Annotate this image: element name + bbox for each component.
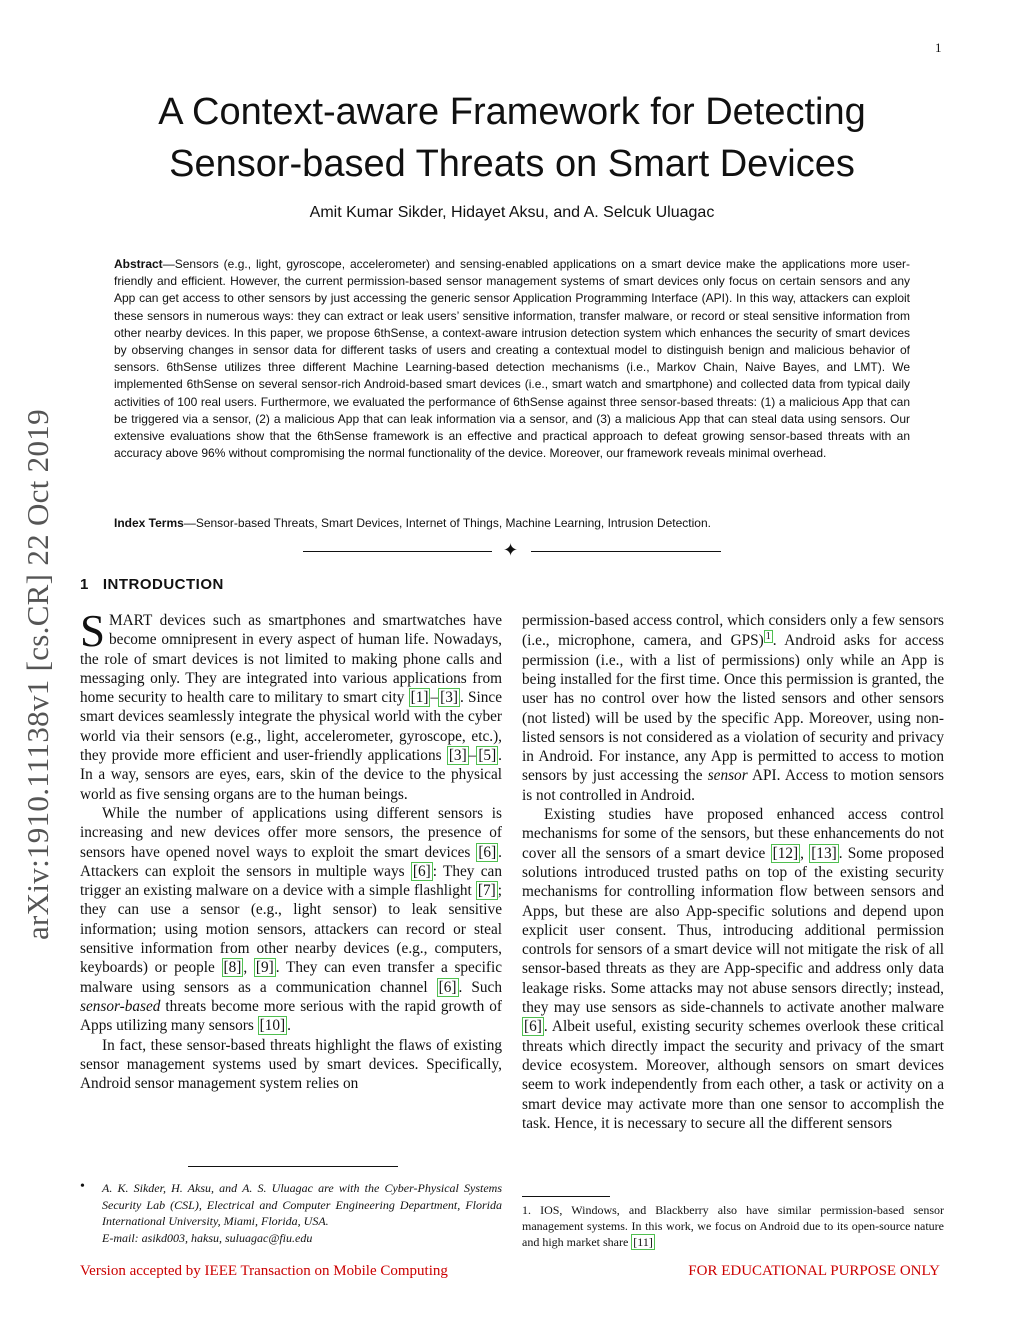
- bullet-icon: •: [80, 1179, 85, 1194]
- text-run: . Some proposed solutions introduced trusted paths on top of the existing security mechanisms for controlling information flow between sensors and Apps, but these are also App-specific solutions and depend upon explicit user consent. Thus, introducing additional permission controls for sensors of a smart device will not mitigate the risk of all sensor-based threats as they are App-specific and address only data leakage risks. Some attacks may not abuse sensors directly; instead, they may use sensors as side-channels to activate another malware: [522, 844, 944, 1017]
- text-run: While the number of applications using different sensors is increasing and new devices offer more sensors, the presence of sensors have opened novel ways to exploit the smart devices: [80, 804, 502, 861]
- citation-link[interactable]: [3]: [440, 689, 458, 707]
- paper-title: [80, 86, 944, 190]
- citation-link[interactable]: [5]: [478, 747, 497, 765]
- paragraph: [80, 804, 502, 1036]
- page-number: 1: [935, 40, 942, 55]
- text-run: . Since smart devices seamlessly integrate the physical world with the cyber world via their sensors (e.g., light, accelerometer, gyroscope, etc.), they provide more efficient and user-friendly applications: [80, 689, 502, 765]
- text-run: . Such: [458, 978, 502, 996]
- text-run: . They can even transfer a specific malware using sensors as a communication channel: [80, 959, 503, 996]
- divider-rule-right: [531, 551, 721, 552]
- smallcaps-word: MART: [109, 612, 153, 629]
- right-column: [522, 611, 944, 1133]
- citation-link[interactable]: [6]: [412, 862, 431, 880]
- index-terms-label: Index Terms: [114, 516, 184, 530]
- left-column: [80, 606, 503, 1093]
- arxiv-stamp: arXiv:1910.11138v1 [cs.CR] 22 Oct 2019: [20, 409, 55, 940]
- section-title: INTRODUCTION: [102, 576, 224, 593]
- citation-link[interactable]: [12]: [772, 844, 799, 862]
- abstract: [114, 256, 910, 462]
- paragraph: In fact, these sensor-based threats highlight the flaws of existing sensor management systems used by smart devices. Specifically, Android sensor management system relies on: [80, 1036, 502, 1093]
- text-run: . Attackers can exploit the sensors in multiple ways: [80, 843, 502, 880]
- citation-link[interactable]: [3]: [448, 747, 467, 765]
- section-heading: [80, 576, 224, 593]
- text-run: –: [468, 747, 477, 765]
- citation-link[interactable]: [8]: [223, 959, 242, 977]
- italic-term: sensor: [707, 767, 748, 785]
- text-run: Existing studies have proposed enhanced access control mechanisms for some of the sensors, but these enhancements do not cover all the sensors of a smart device: [522, 806, 944, 862]
- paragraph: [80, 606, 502, 804]
- text-run: . Albeit useful, existing security schemes overlook these critical threats which directly impact the security and privacy of the smart device ecosystem. Moreover, although sensors on smart devices seem to work independently from each other, a task or activity on a smart device may activate more than one sensor to accomplish the task. Hence, it is necessary to secure all the different sensors: [522, 1018, 944, 1132]
- index-terms-text: —Sensor-based Threats, Smart Devices, Internet of Things, Machine Learning, Intrusion Detection.: [183, 516, 711, 530]
- text-run: ,: [800, 844, 810, 862]
- italic-term: sensor-based: [80, 997, 161, 1015]
- drop-cap: S: [80, 606, 106, 656]
- citation-link[interactable]: [13]: [811, 844, 837, 862]
- citation-link[interactable]: [10]: [259, 1017, 286, 1035]
- text-run: ; they can use a sensor (e.g., light sensor) to leak sensitive information; using motion sensors, attackers can record or steal sensitive information from other nearby devices (e.g., computers, keyboards) or people: [80, 882, 502, 977]
- footnote-rule-right: [522, 1196, 610, 1197]
- paragraph: [522, 805, 944, 1133]
- text-run: –: [430, 689, 439, 707]
- citation-link[interactable]: [7]: [477, 882, 496, 900]
- text-run: threats become more serious with the rapid growth of Apps utilizing many sensors: [80, 997, 502, 1035]
- text-run: .: [287, 1017, 291, 1035]
- text-run: . In a way, sensors are eyes, ears, skin of the device to the physical world as five sensing organs are to the human beings.: [80, 747, 502, 803]
- citation-link[interactable]: [11]: [633, 1235, 653, 1249]
- paragraph: [522, 611, 944, 805]
- citation-link[interactable]: [6]: [478, 843, 497, 861]
- title-line-2: Sensor-based Threats on Smart Devices: [169, 143, 855, 185]
- citation-link[interactable]: [6]: [524, 1018, 542, 1036]
- text-run: . Android asks for access permission (i.e., with a list of permissions) only while an App is being installed for the first time. Once this permission is granted, the user has no control over how the listed sensors and other sensors (not listed) will be used by the specific App. Moreover, using non-listed sensors is not considered as a violation of security and privacy in Android. For instance, any App is permitted to access to motion sensors by just accessing the: [522, 632, 944, 785]
- text-run: API. Access to motion sensors is not controlled in Android.: [522, 767, 944, 804]
- affiliation-text: A. K. Sikder, H. Aksu, and A. S. Uluagac are with the Cyber-Physical Systems Security Lab (CSL), Electrical and Computer Engineering Department, Florida International University, Miami, Florida, USA.: [102, 1181, 502, 1228]
- divider-rule-left: [303, 551, 492, 552]
- affiliation-email: E-mail: asikd003, haksu, suluagac@fiu.edu: [102, 1230, 313, 1245]
- title-line-1: A Context-aware Framework for Detecting: [158, 91, 866, 133]
- divider-star-icon: ✦: [503, 540, 519, 561]
- footnote-marker[interactable]: 1: [765, 631, 771, 643]
- text-run: permission-based access control, which considers only a few sensors (i.e., microphone, camera, and GPS): [522, 612, 944, 650]
- affiliation-footnote: [80, 1180, 502, 1246]
- citation-link[interactable]: [9]: [255, 959, 274, 977]
- index-terms: [114, 516, 910, 530]
- abstract-text: —Sensors (e.g., light, gyroscope, accelerometer) and sensing-enabled applications on a smart device make the applications more user-friendly and efficient. However, the current permission-based sensor management systems of smart devices only focus on certain sensors and any App can get access to other sensors by just accessing the generic sensor Application Programming Interface (API). In this way, attackers can exploit these sensors in numerous ways: they can extract or leak users’ sensitive information, transfer malware, or record or steal sensitive information from other nearby devices. In this paper, we propose 6thSense, a context-aware intrusion detection system which enhances the security of smart devices by observing changes in sensor data for different tasks of users and creating a contextual model to distinguish benign and malicious behavior of sensors. 6thSense utilizes three different Machine Learning-based detection mechanisms (i.e., Markov Chain, Naive Bayes, and LMT). We implemented 6thSense on several sensor-rich Android-based smart devices (i.e., smart watch and smartphone) and collected data from typical daily activities of 100 real users. Furthermore, we evaluated the performance of 6thSense against three sensor-based threats: (1) a malicious App that can be triggered via a sensor, (2) a malicious App that can leak information via a sensor, and (3) a malicious App that can steal data using sensors. Our extensive evaluations show that the 6thSense framework is an effective and practical approach to defeat growing sensor-based threats with an accuracy above 96% without compromising the normal functionality of the device. Moreover, our framework reveals minimal overhead.: [114, 257, 910, 461]
- abstract-label: Abstract: [114, 257, 163, 271]
- authors: Amit Kumar Sikder, Hidayet Aksu, and A. Selcuk Uluagac: [309, 204, 715, 221]
- footnote-rule-left: [188, 1166, 398, 1167]
- footer-left: Version accepted by IEEE Transaction on Mobile Computing: [80, 1263, 448, 1279]
- citation-link[interactable]: [6]: [438, 978, 457, 996]
- text-run: devices such as smartphones and smartwatches have become omnipresent in every aspect of human life. Nowadays, the role of smart devices is not limited to making phone calls and messaging only. They are integrated into various applications from home security to health care to military to smart city: [80, 612, 502, 707]
- section-number: 1: [80, 576, 89, 593]
- citation-link[interactable]: [1]: [410, 689, 429, 707]
- footnote-1: [522, 1202, 944, 1250]
- footer-right: FOR EDUCATIONAL PURPOSE ONLY: [688, 1263, 940, 1279]
- text-run: : They can trigger an existing malware on a device with a simple flashlight: [80, 862, 502, 900]
- footnote-1-text: 1. IOS, Windows, and Blackberry also have similar permission-based sensor management systems. In this work, we focus on Android due to its open-source nature and high market share: [522, 1203, 944, 1249]
- text-run: ,: [243, 959, 254, 977]
